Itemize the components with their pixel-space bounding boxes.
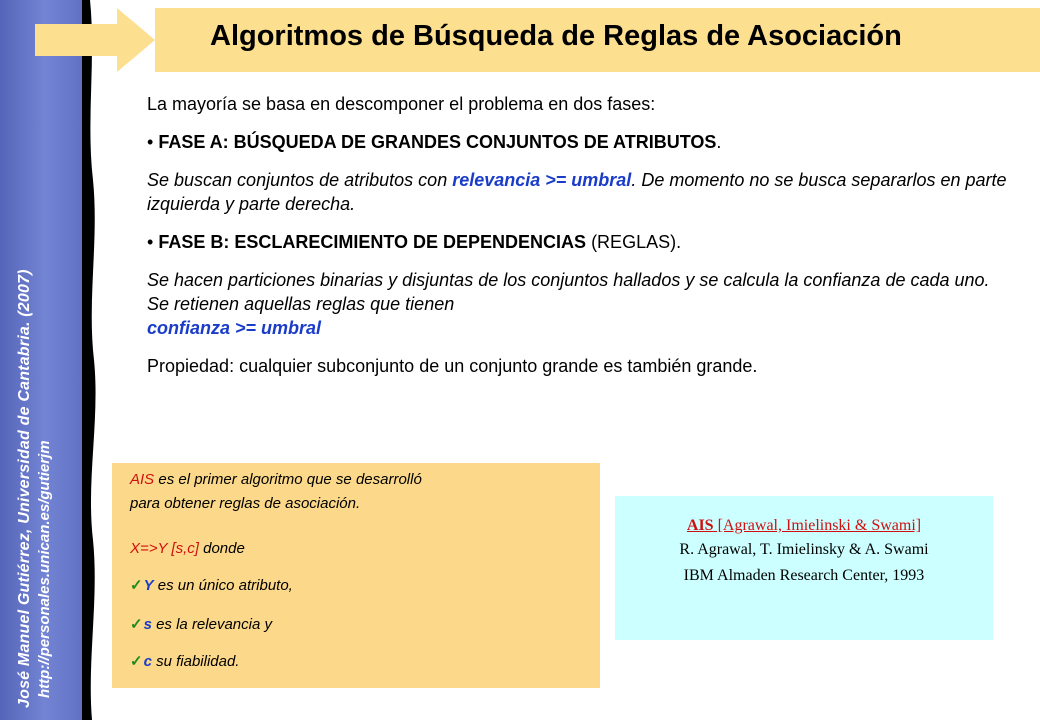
check-icon: ✓ [130,653,143,670]
arrow-right-icon [35,8,160,72]
relevance-threshold: relevancia >= umbral [452,170,632,190]
sidebar-credits [16,0,76,708]
sidebar-banner [0,0,102,720]
phase-b-heading [147,230,1007,254]
author-credit: José Manuel Gutiérrez, Universidad de Cantabria. (2007) [16,269,33,708]
reference-institution: IBM Almaden Research Center, 1993 [683,567,925,584]
bullet: • [147,132,154,152]
confidence-threshold: confianza >= umbral [147,318,322,338]
reference-box [615,496,993,640]
ais-line-2: para obtener reglas de asociación. [130,495,361,512]
phase-a-desc-start: Se buscan conjuntos de atributos con [147,170,453,190]
reference-link-bold[interactable]: AIS [686,517,714,534]
bullet: • [147,232,154,252]
var-y: Y [143,577,154,594]
phase-a-desc-end: . De momento no se busca separarlos en parte izquierda y parte derecha. [147,170,1007,214]
phase-b-desc: Se hacen particiones binarias y disjuntas de los conjuntos hallados y se calcula la confianza de cada uno. Se retienen aquellas reglas que tienen [147,270,990,314]
main-content [147,92,1007,378]
var-s: s [143,616,152,633]
page-title: Algoritmos de Búsqueda de Reglas de Asociación [210,20,902,52]
item-c-text: su fiabilidad. [151,653,240,670]
phase-a-end: . [716,132,722,152]
item-y-text: es un único atributo, [153,577,293,594]
var-c: c [143,653,152,670]
phase-b-rest: (REGLAS). [586,232,682,252]
rule-rest: donde [198,540,245,557]
author-url: http://personales.unican.es/gutierjm [36,440,53,698]
ais-item-c [130,652,239,670]
reference-link[interactable] [615,517,993,535]
ais-label: AIS [130,471,155,488]
phase-a-heading [147,130,1007,154]
phase-a-description [147,168,1007,216]
check-icon: ✓ [130,616,143,633]
check-icon: ✓ [130,577,143,594]
reference-authors: R. Agrawal, T. Imielinsky & A. Swami [679,541,929,558]
ais-info-box [112,463,600,688]
ais-item-y [130,576,293,594]
phase-b-title: FASE B: ESCLARECIMIENTO DE DEPENDENCIAS [158,232,587,252]
ais-line-1-text: es el primer algoritmo que se desarrolló [154,471,422,488]
property-text: Propiedad: cualquier subconjunto de un conjunto grande es también grande. [147,356,758,376]
rule-notation: X=>Y [s,c] [130,540,199,557]
ais-rule-line [130,540,245,557]
phase-a-title: FASE A: BÚSQUEDA DE GRANDES CONJUNTOS DE ATRIBUTOS [158,132,717,152]
reference-link-text[interactable]: [Agrawal, Imielinski & Swami] [713,517,922,534]
ais-line-1 [130,471,422,488]
intro-text: La mayoría se basa en descomponer el problema en dos fases: [147,94,656,114]
item-s-text: es la relevancia y [151,616,272,633]
ais-item-s [130,615,272,633]
phase-b-description [147,268,992,340]
title-bar [155,8,1040,72]
